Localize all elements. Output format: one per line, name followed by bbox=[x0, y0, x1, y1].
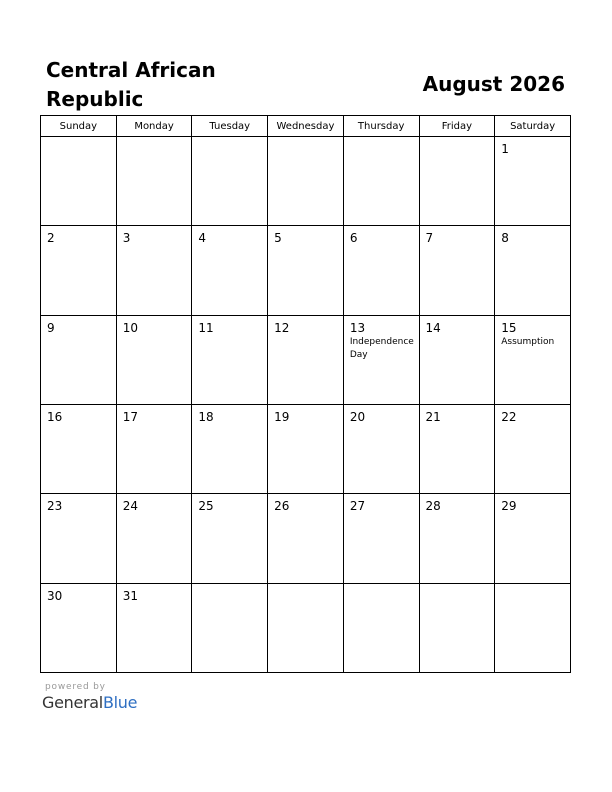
day-number: 5 bbox=[274, 231, 282, 246]
day-number: 1 bbox=[501, 142, 509, 156]
day-number: 2 bbox=[47, 231, 55, 246]
day-cell bbox=[192, 315, 268, 404]
day-cell bbox=[116, 494, 192, 583]
day-cell bbox=[268, 583, 344, 672]
weekday-header: Sunday bbox=[41, 116, 117, 137]
day-cell bbox=[268, 315, 344, 404]
week-row bbox=[41, 226, 571, 315]
month-title: August 2026 bbox=[422, 72, 565, 96]
day-number: 25 bbox=[198, 499, 214, 514]
day-cell bbox=[41, 404, 117, 493]
day-cell bbox=[419, 315, 495, 404]
day-cell bbox=[41, 583, 117, 672]
weekday-header: Monday bbox=[116, 116, 192, 137]
day-number: 11 bbox=[198, 320, 214, 335]
day-number: 29 bbox=[501, 499, 517, 514]
day-cell bbox=[268, 494, 344, 583]
day-cell bbox=[116, 404, 192, 493]
day-number: 23 bbox=[47, 499, 63, 514]
day-cell bbox=[495, 226, 571, 315]
day-number: 31 bbox=[122, 588, 138, 603]
day-number: 22 bbox=[501, 409, 517, 424]
day-cell bbox=[41, 137, 117, 226]
day-cell bbox=[419, 404, 495, 493]
day-cell bbox=[343, 315, 419, 404]
day-number: 13 bbox=[349, 320, 366, 335]
day-cell bbox=[343, 137, 419, 226]
week-row bbox=[41, 315, 571, 404]
generalblue-logo[interactable] bbox=[42, 693, 137, 712]
day-number: 19 bbox=[274, 409, 290, 424]
day-cell bbox=[419, 137, 495, 226]
day-cell bbox=[495, 583, 571, 672]
day-cell bbox=[116, 583, 192, 672]
day-cell bbox=[192, 404, 268, 493]
week-row bbox=[41, 404, 571, 493]
day-cell bbox=[268, 137, 344, 226]
holiday-label: Assumption bbox=[501, 336, 555, 347]
day-cell bbox=[41, 494, 117, 583]
day-cell bbox=[343, 404, 419, 493]
day-cell bbox=[419, 494, 495, 583]
weekday-header: Saturday bbox=[495, 116, 571, 137]
day-number: 8 bbox=[501, 231, 509, 246]
day-cell bbox=[495, 404, 571, 493]
day-number: 26 bbox=[274, 499, 290, 514]
day-cell bbox=[192, 226, 268, 315]
day-number: 14 bbox=[425, 320, 441, 335]
weekday-header: Wednesday bbox=[268, 116, 344, 137]
day-number: 24 bbox=[122, 499, 138, 514]
week-row bbox=[41, 137, 571, 226]
day-number: 9 bbox=[47, 320, 55, 335]
day-cell bbox=[116, 226, 192, 315]
week-row bbox=[41, 583, 571, 672]
day-cell bbox=[116, 315, 192, 404]
day-number: 20 bbox=[349, 409, 366, 424]
day-number: 6 bbox=[349, 231, 358, 246]
day-cell bbox=[419, 583, 495, 672]
weekday-header: Thursday bbox=[343, 116, 419, 137]
day-cell bbox=[495, 315, 571, 404]
day-number: 21 bbox=[425, 409, 441, 424]
day-cell bbox=[495, 137, 571, 226]
day-cell bbox=[116, 137, 192, 226]
weekday-header-row bbox=[41, 116, 571, 137]
brand-blue-text: Blue bbox=[102, 693, 138, 712]
day-cell bbox=[192, 494, 268, 583]
day-number: 27 bbox=[349, 499, 366, 514]
day-number: 30 bbox=[47, 588, 63, 603]
day-number: 17 bbox=[122, 409, 138, 424]
day-cell bbox=[192, 583, 268, 672]
day-number: 4 bbox=[198, 231, 207, 246]
day-number: 28 bbox=[425, 499, 441, 514]
weekday-header: Friday bbox=[419, 116, 495, 137]
day-number: 10 bbox=[122, 320, 138, 335]
country-title: Central African Republic bbox=[46, 58, 216, 111]
day-cell bbox=[343, 226, 419, 315]
brand-general-text: General bbox=[42, 693, 103, 712]
day-number: 3 bbox=[122, 231, 131, 246]
holiday-label: Independence Day bbox=[349, 336, 414, 360]
day-number: 18 bbox=[198, 409, 214, 424]
day-cell bbox=[268, 226, 344, 315]
day-cell bbox=[41, 226, 117, 315]
calendar-grid bbox=[40, 115, 571, 673]
day-cell bbox=[419, 226, 495, 315]
weekday-header: Tuesday bbox=[192, 116, 268, 137]
powered-by-text: powered by bbox=[45, 682, 106, 692]
day-cell bbox=[495, 494, 571, 583]
day-cell bbox=[192, 137, 268, 226]
day-cell bbox=[268, 404, 344, 493]
day-cell bbox=[41, 315, 117, 404]
day-number: 7 bbox=[425, 231, 434, 246]
day-number: 15 bbox=[501, 320, 517, 335]
day-number: 12 bbox=[274, 320, 290, 335]
day-cell bbox=[343, 583, 419, 672]
day-cell bbox=[343, 494, 419, 583]
day-number: 16 bbox=[47, 409, 63, 424]
week-row bbox=[41, 494, 571, 583]
